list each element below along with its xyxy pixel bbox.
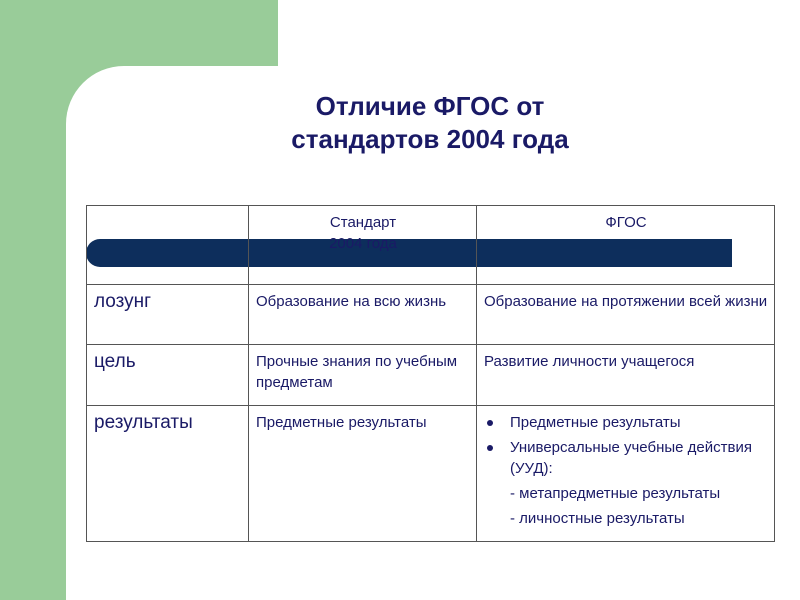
sub-item-metasubject: - метапредметные результаты (510, 485, 721, 502)
header-standard-line2: 2004 года (329, 235, 397, 252)
row-label-goal: цель (87, 345, 249, 406)
cell-slogan-standard: Образование на всю жизнь (249, 285, 477, 345)
green-left-strip (0, 0, 66, 600)
results-fgos-bullet-list (484, 412, 768, 479)
table-row-slogan (87, 285, 775, 345)
slide-title-line2: стандартов 2004 года (291, 124, 569, 154)
header-standard-line1: Стандарт (329, 214, 397, 231)
header-empty-cell (87, 206, 249, 285)
table-header-row (87, 206, 775, 285)
cell-slogan-fgos: Образование на протяжении всей жизни (477, 285, 775, 345)
table-row-results (87, 406, 775, 542)
list-item: Универсальные учебные действия (УУД): (484, 437, 768, 479)
list-item: Предметные результаты (484, 412, 768, 433)
cell-goal-standard: Прочные знания по учебным предметам (249, 345, 477, 406)
cell-results-fgos (477, 406, 775, 542)
row-label-slogan: лозунг (87, 285, 249, 345)
comparison-table (86, 205, 775, 542)
row-label-results: результаты (87, 406, 249, 542)
table-row-goal (87, 345, 775, 406)
slide-title-line1: Отличие ФГОС от (315, 91, 545, 121)
sub-item-personal: - личностные результаты (510, 510, 685, 527)
header-fgos: ФГОС (477, 206, 775, 285)
cell-results-standard: Предметные результаты (249, 406, 477, 542)
cell-goal-fgos: Развитие личности учащегося (477, 345, 775, 406)
slide-title (200, 90, 660, 156)
header-standard-2004 (249, 206, 477, 285)
